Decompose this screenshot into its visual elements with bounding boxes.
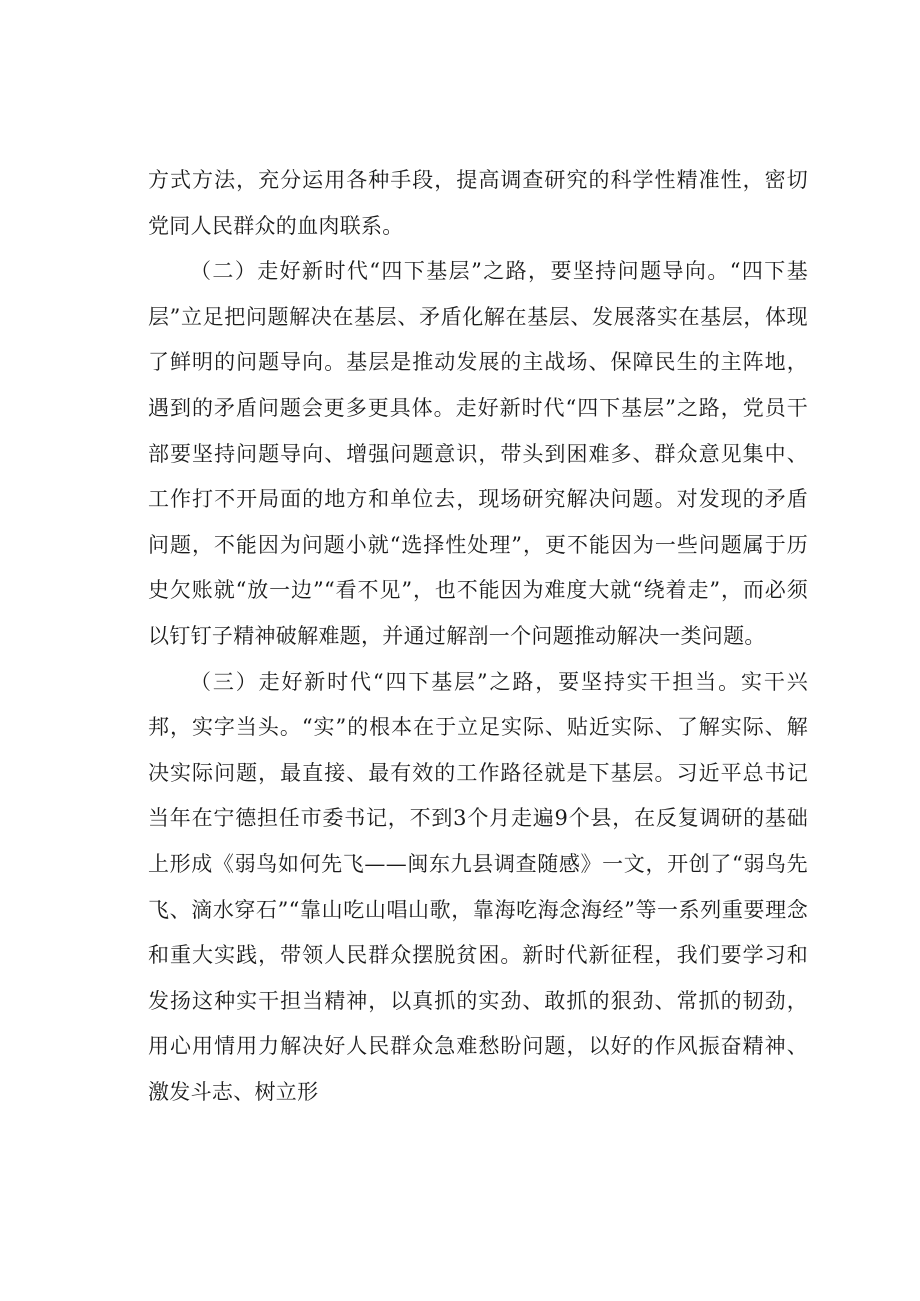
paragraph-section-2: （二）走好新时代“四下基层”之路，要坚持问题导向。“四下基层”立足把问题解决在基层、矛盾化解在基层、发展落实在基层，体现了鲜明的问题导向。基层是推动发展的主战场、保障民生的主阵地，遇到的矛盾问题会更多更具体。走好新时代“四下基层”之路，党员干部要坚持问题导向、增强问题意识，带头到困难多、群众意见集中、工作打不开局面的地方和单位去，现场研究解决问题。对发现的矛盾问题，不能因为问题小就“选择性处理”，更不能因为一些问题属于历史欠账就“放一边”“看不见”，也不能因为难度大就“绕着走”，而必须以钉钉子精神破解难题，并通过解剖一个问题推动解决一类问题。 <box>148 259 808 648</box>
paragraph-continuation: 方式方法，充分运用各种手段，提高调查研究的科学性精准性，密切党同人民群众的血肉联系。 <box>148 168 808 238</box>
paragraph-section-3: （三）走好新时代“四下基层”之路，要坚持实干担当。实干兴邦，实字当头。“实”的根本在于立足实际、贴近实际、了解实际、解决实际问题，最直接、最有效的工作路径就是下基层。习近平总书记当年在宁德担任市委书记，不到3个月走遍9个县，在反复调研的基础上形成《弱鸟如何先飞——闽东九县调查随感》一文，开创了“弱鸟先飞、滴水穿石”“靠山吃山唱山歌，靠海吃海念海经”等一系列重要理念和重大实践，带领人民群众摆脱贫困。新时代新征程，我们要学习和发扬这种实干担当精神，以真抓的实劲、敢抓的狠劲、常抓的韧劲，用心用情用力解决好人民群众急难愁盼问题，以好的作风振奋精神、激发斗志、树立形 <box>148 669 808 1104</box>
document-body <box>148 158 808 1115</box>
